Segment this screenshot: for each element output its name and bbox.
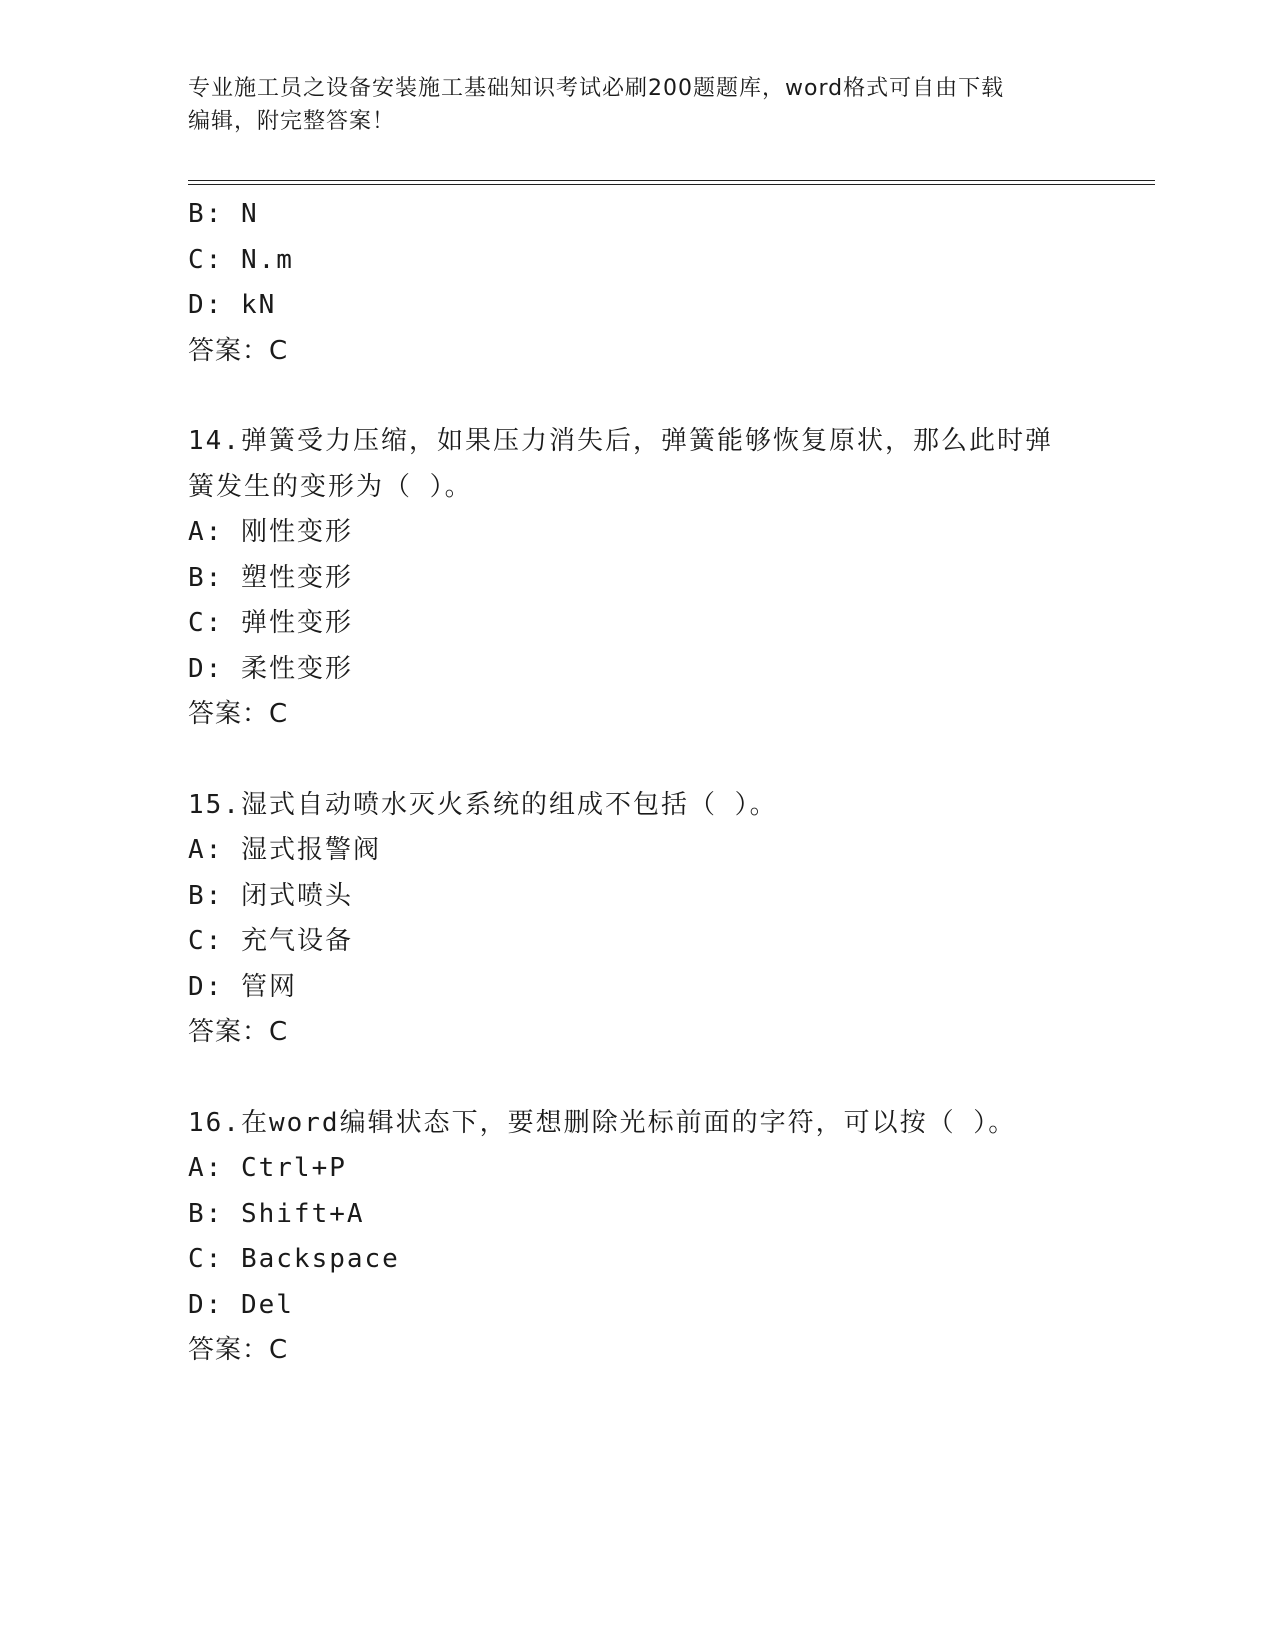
question-stem-cont: 簧发生的变形为（ ）。 — [188, 471, 473, 502]
question-list — [188, 192, 1088, 1374]
option-d: D: Del — [188, 1289, 294, 1320]
question-stem: 15.湿式自动喷水灭火系统的组成不包括（ ）。 — [188, 789, 778, 820]
answer: 答案：C — [188, 335, 289, 366]
header-divider — [188, 180, 1155, 185]
option-a: A: 湿式报警阀 — [188, 835, 381, 865]
question-16 — [188, 1101, 1088, 1374]
header-line-2: 编辑，附完整答案！ — [188, 109, 396, 134]
document-header — [188, 72, 1088, 138]
question-stem: 16.在word编辑状态下，要想删除光标前面的字符，可以按（ ）。 — [188, 1107, 1017, 1138]
option-a: A: Ctrl+P — [188, 1153, 347, 1183]
option-d: D: 管网 — [188, 971, 297, 1002]
answer: 答案：C — [188, 1335, 289, 1365]
question-15 — [188, 783, 1088, 1056]
header-line-1: 专业施工员之设备安装施工基础知识考试必刷200题题库，word格式可自由下载 — [188, 76, 1005, 101]
question-stem: 14.弹簧受力压缩，如果压力消失后，弹簧能够恢复原状，那么此时弹 — [188, 426, 1053, 456]
option-d: D: 柔性变形 — [188, 653, 353, 684]
option-d: D: kN — [188, 290, 277, 320]
option-b: B: 闭式喷头 — [188, 880, 353, 911]
option-b: B: Shift+A — [188, 1198, 365, 1229]
option-c: C: Backspace — [188, 1244, 400, 1274]
option-c: C: N.m — [188, 244, 294, 275]
question-14 — [188, 419, 1088, 738]
answer: 答案：C — [188, 699, 289, 729]
answer: 答案：C — [188, 1017, 289, 1047]
question-13-tail — [188, 192, 1088, 374]
option-a: A: 刚性变形 — [188, 517, 353, 547]
option-c: C: 充气设备 — [188, 926, 353, 956]
option-c: C: 弹性变形 — [188, 608, 353, 638]
option-b: B: 塑性变形 — [188, 562, 353, 593]
option-b: B: N — [188, 199, 259, 229]
